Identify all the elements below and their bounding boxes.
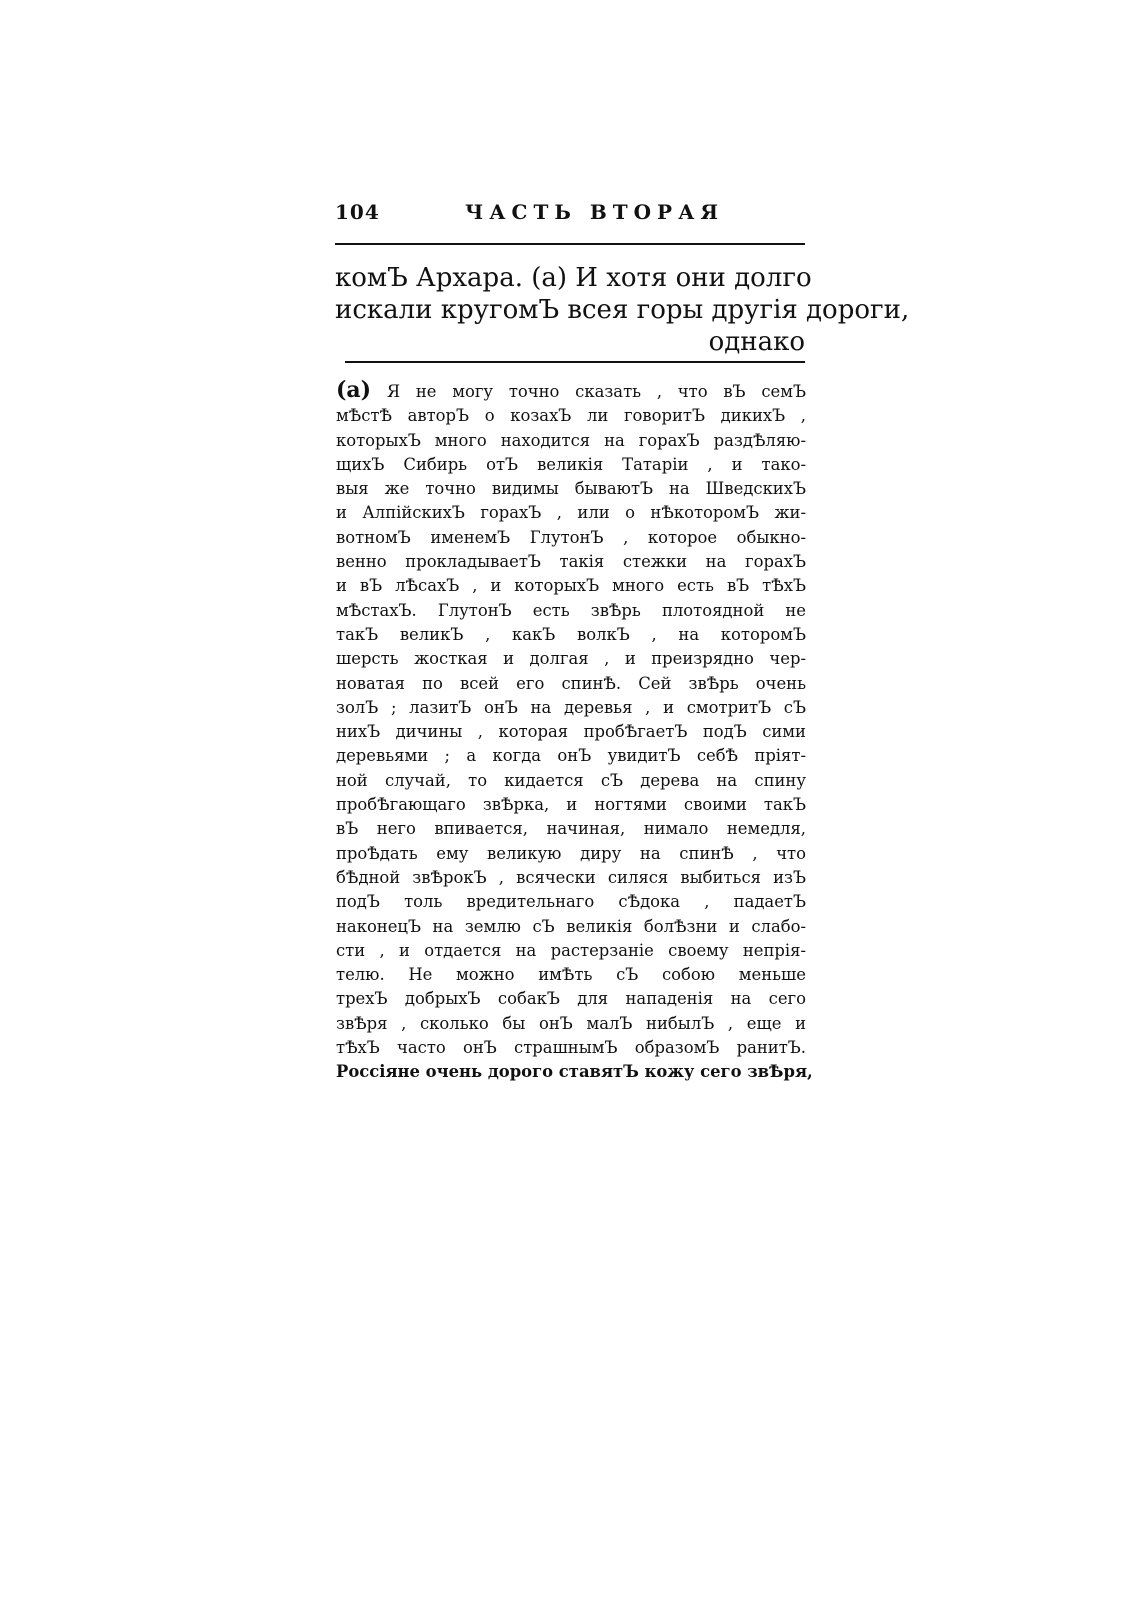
footnote-rule: [345, 361, 805, 363]
footnote-line: бѢдной звѢрокЪ , всячески силяся выбиться изЪ: [336, 867, 806, 887]
footnote-line-text: Я не могу точно сказать , что вЪ семЪ: [386, 382, 806, 401]
footnote-line: тѢхЪ часто онЪ страшнымЪ образомЪ ранитЪ.: [336, 1038, 806, 1058]
footnote-marker: (a): [336, 377, 372, 403]
footnote-line: и АлпійскихЪ горахЪ , или о нѢкоторомЪ жи-: [336, 503, 806, 523]
footnote-line: такЪ великЪ , какЪ волкЪ , на которомЪ: [336, 624, 806, 644]
catchword: однако: [708, 327, 805, 357]
footnote-line: звѢря , сколько бы онЪ малЪ нибылЪ , еще и: [336, 1013, 806, 1033]
footnote-line: мѢстахЪ. ГлутонЪ есть звѢрь плотоядной не: [336, 600, 806, 620]
main-text-line: комЪ Архара. (a) И хотя они долго: [335, 263, 812, 293]
header-rule: [335, 243, 805, 245]
footnote-line: наконецЪ на землю сЪ великія болѢзни и слабо-: [336, 916, 806, 936]
footnote-line: нихЪ дичины , которая пробѢгаетЪ подЪ сими: [336, 722, 806, 742]
footnote-line: подЪ толь вредительнаго сѢдока , падаетЪ: [336, 892, 806, 912]
footnote-line: мѢстѢ авторЪ о козахЪ ли говоритЪ дикихЪ ,: [336, 406, 806, 426]
footnote-line: деревьями ; а когда онЪ увидитЪ себѢ пріят-: [336, 746, 806, 766]
footnote-line: трехЪ добрыхЪ собакЪ для нападенія на сего: [336, 989, 806, 1009]
footnote-line: шерсть жосткая и долгая , и преизрядно чер-: [336, 649, 806, 669]
footnote-line: щихЪ Сибирь отЪ великія Татаріи , и тако-: [336, 454, 806, 474]
footnote-line: Россіяне очень дорого ставятЪ кожу сего звѢря,: [336, 1062, 813, 1082]
running-title: ЧАСТЬ ВТОРАЯ: [465, 200, 724, 224]
footnote-line: телю. Не можно имѢть сЪ собою меньше: [336, 965, 806, 985]
footnote-line: которыхЪ много находится на горахЪ раздѢляю-: [336, 430, 806, 450]
footnote-line: проѢдать ему великую диру на спинѢ , что: [336, 843, 806, 863]
footnote-line: венно прокладываетЪ такія стежки на горахЪ: [336, 552, 806, 572]
footnote-line: выя же точно видимы бываютЪ на ШведскихЪ: [336, 479, 806, 499]
footnote-line: золЪ ; лазитЪ онЪ на деревья , и смотритЪ сЪ: [336, 697, 806, 717]
footnote-line: [336, 378, 806, 404]
footnote-line: вотномЪ именемЪ ГлутонЪ , которое обыкно-: [336, 527, 806, 547]
main-text-line: искали кругомЪ всея горы другія дороги,: [335, 295, 910, 325]
footnote-line: ной случай, то кидается сЪ дерева на спину: [336, 770, 806, 790]
page-number: 104: [335, 200, 380, 224]
main-text: [335, 262, 910, 358]
footnote-line: новатая по всей его спинѢ. Сей звѢрь очень: [336, 673, 806, 693]
footnote-line: вЪ него впивается, начиная, нимало немедля,: [336, 819, 806, 839]
page-header: [335, 200, 805, 230]
footnote: [336, 377, 813, 1085]
footnote-line: пробѢгающаго звѢрка, и ногтями своими такЪ: [336, 795, 806, 815]
footnote-line: и вЪ лѢсахЪ , и которыхЪ много есть вЪ тѢхЪ: [336, 576, 806, 596]
footnote-line: сти , и отдается на растерзаніе своему непрія-: [336, 940, 806, 960]
